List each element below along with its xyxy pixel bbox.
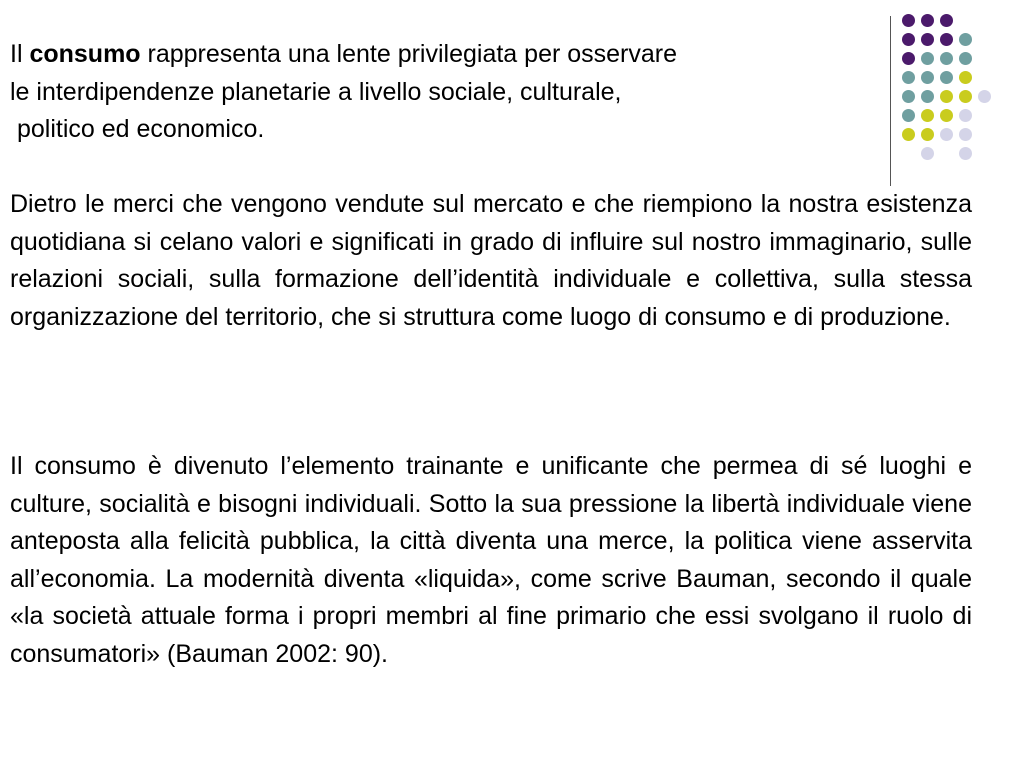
decorative-dot: [978, 14, 991, 27]
decorative-dot: [902, 33, 915, 46]
decorative-dot: [959, 90, 972, 103]
vertical-divider: [890, 16, 891, 186]
intro-line-2: le interdipendenze planetarie a livello sociale, culturale,: [10, 77, 622, 106]
decorative-dot: [921, 33, 934, 46]
decorative-dot: [959, 52, 972, 65]
decorative-dot: [921, 128, 934, 141]
decorative-dot: [978, 147, 991, 160]
decorative-dot: [978, 128, 991, 141]
intro-line-1: [10, 36, 880, 74]
decorative-dot: [959, 33, 972, 46]
decorative-dot: [959, 14, 972, 27]
decorative-dot: [902, 147, 915, 160]
decorative-dot: [902, 14, 915, 27]
decorative-dot: [978, 90, 991, 103]
decorative-dot: [902, 128, 915, 141]
decorative-dot: [940, 14, 953, 27]
intro-line-3: [10, 111, 880, 149]
intro-text: [10, 36, 880, 149]
decorative-dot: [921, 147, 934, 160]
decorative-dot: [959, 147, 972, 160]
decorative-dot: [940, 109, 953, 122]
decorative-dot: [902, 109, 915, 122]
decorative-dot: [921, 90, 934, 103]
decorative-dot: [902, 52, 915, 65]
decorative-dot: [940, 128, 953, 141]
decorative-dot: [940, 71, 953, 84]
decorative-dot: [940, 90, 953, 103]
decorative-dot: [978, 109, 991, 122]
intro-prefix: Il: [10, 40, 30, 68]
decorative-dot: [921, 14, 934, 27]
decorative-dot: [921, 109, 934, 122]
decorative-dot: [921, 52, 934, 65]
decorative-dot: [978, 71, 991, 84]
decorative-dot: [959, 128, 972, 141]
paragraph-merci: Dietro le merci che vengono vendute sul mercato e che riempiono la nostra esistenza quotidiana si celano valori e significati in grado di influire sul nostro immaginario, sulle relazioni sociali, sulla formazione dell’identità individuale e collettiva, sulla stessa organizzazione del territorio, che si struttura come luogo di consumo e di produzione.: [10, 190, 972, 331]
intro-line-1-rest: rappresenta una lente privilegiata per osservare: [140, 40, 678, 68]
decorative-dot: [978, 33, 991, 46]
paragraph-consumo-bauman: Il consumo è divenuto l’elemento trainante e unificante che permea di sé luoghi e culture, socialità e bisogni individuali. Sotto la sua pressione la libertà individuale viene anteposta alla felicità pubblica, la città diventa una merce, la politica viene asservita all’economia. La modernità diventa «liquida», come scrive Bauman, secondo il quale «la società attuale forma i propri membri al fine primario che essi svolgano il ruolo di consumatori» (Bauman 2002: 90).: [10, 452, 972, 668]
decorative-dot-grid: [902, 14, 991, 160]
decorative-dot: [959, 109, 972, 122]
decorative-dot: [940, 33, 953, 46]
decorative-dot: [959, 71, 972, 84]
decorative-dot: [902, 90, 915, 103]
keyword-consumo: consumo: [29, 40, 141, 68]
decorative-dot: [940, 52, 953, 65]
decorative-dot: [902, 71, 915, 84]
intro-line-3-text: politico ed economico.: [16, 115, 265, 143]
decorative-dot: [940, 147, 953, 160]
decorative-dot: [921, 71, 934, 84]
decorative-dot: [978, 52, 991, 65]
